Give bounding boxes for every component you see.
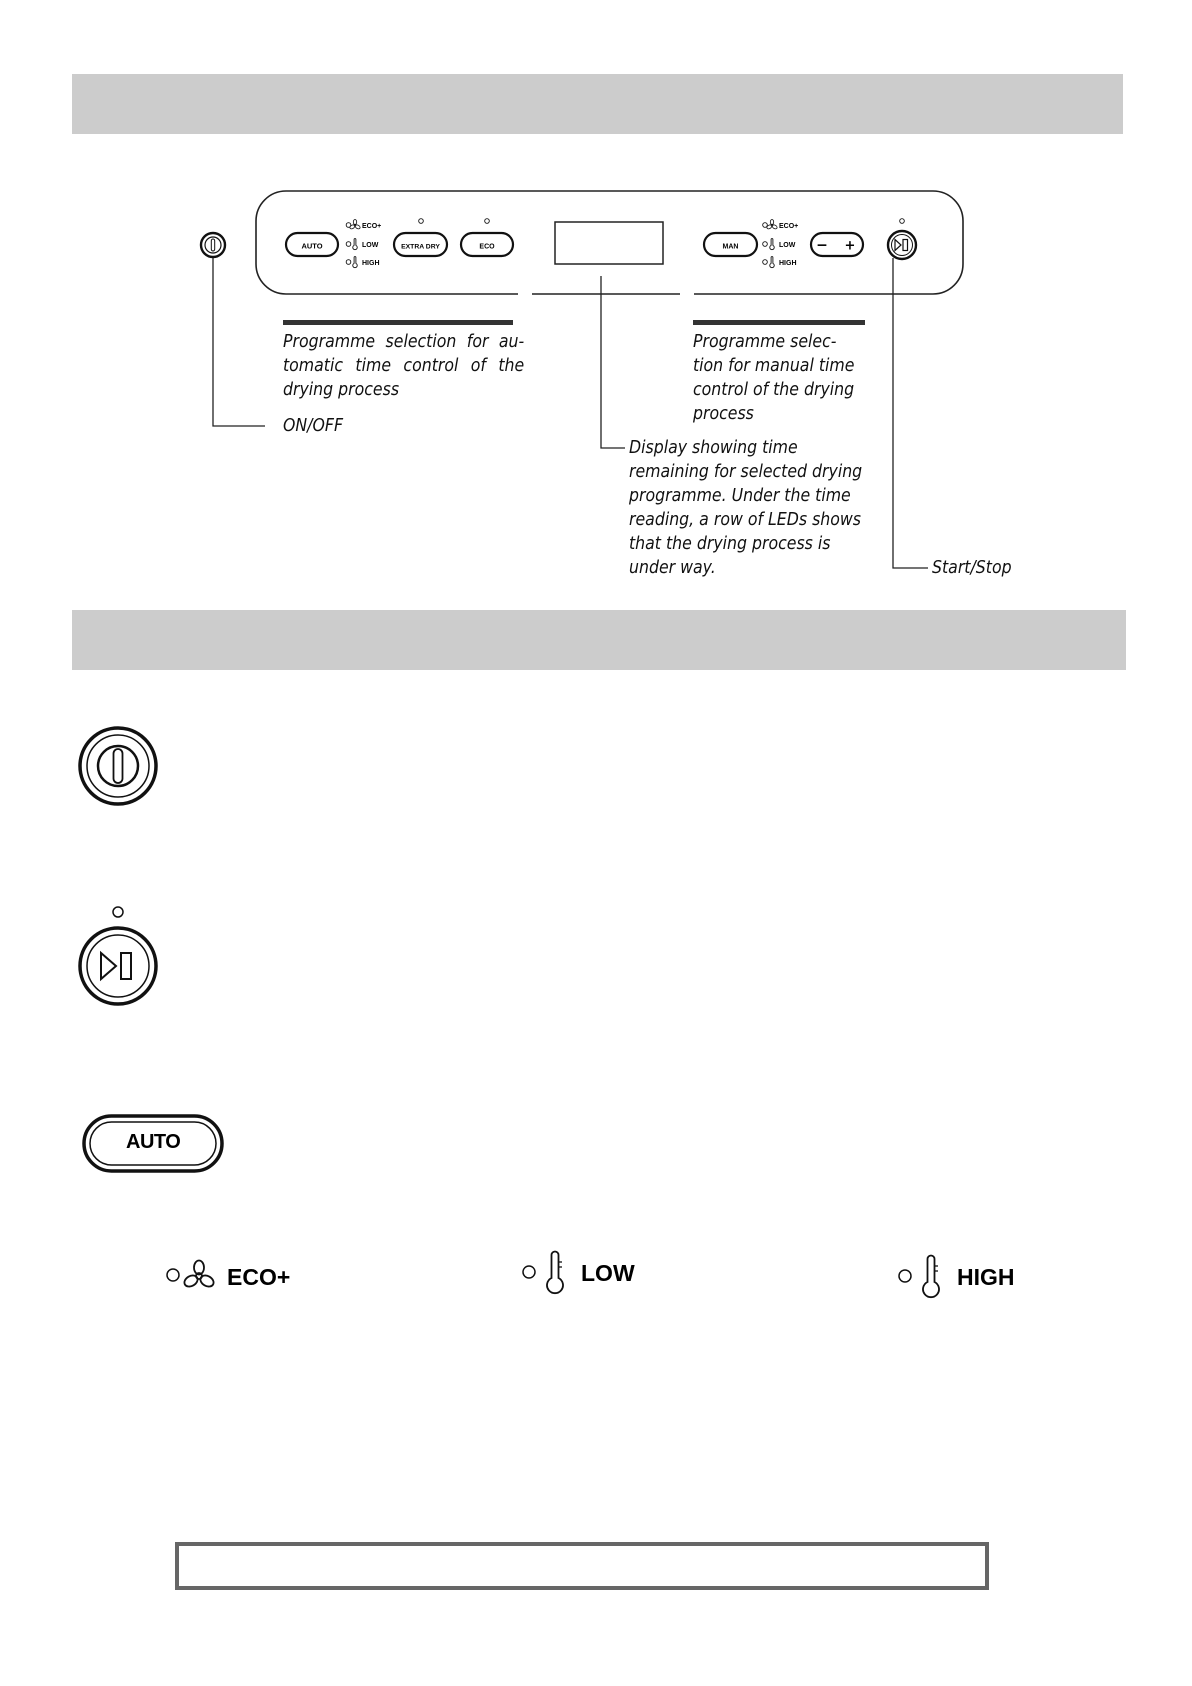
- thermometer-icon-small: [770, 257, 775, 268]
- eco-led: [485, 219, 490, 224]
- power-icon[interactable]: [201, 233, 225, 257]
- man-button[interactable]: [704, 233, 757, 256]
- on-off-caption: ON/OFF: [283, 416, 344, 436]
- control-panel-diagram: [0, 0, 1192, 620]
- low-led: [523, 1266, 535, 1278]
- play-pause-icon[interactable]: [888, 231, 916, 259]
- eco-button-label: ECO: [479, 243, 495, 251]
- low-label: LOW: [581, 1260, 635, 1286]
- eco-plus-label-small: ECO+: [362, 223, 382, 230]
- note-box: [175, 1542, 989, 1590]
- extra-dry-led: [419, 219, 424, 224]
- start-stop-led: [900, 219, 905, 224]
- start-stop-leader: [893, 258, 928, 568]
- man-button-label: MAN: [722, 243, 739, 251]
- time-display: [555, 222, 663, 264]
- thermometer-icon: [547, 1252, 563, 1294]
- start-stop-led-large: [113, 907, 123, 917]
- minus-plus-button[interactable]: [811, 233, 863, 256]
- fan-icon: [182, 1261, 215, 1289]
- auto-programme-caption: Programme selection for au-tomatic time control of the drying process: [283, 332, 525, 400]
- high-label-small: HIGH: [779, 260, 797, 267]
- manual-callout-bar: [693, 320, 865, 325]
- auto-button-large-label: AUTO: [126, 1131, 181, 1153]
- plus-symbol: +: [844, 238, 856, 254]
- extra-dry-button[interactable]: [394, 233, 447, 256]
- power-icon: [80, 728, 156, 804]
- eco-plus-label: ECO+: [227, 1264, 291, 1290]
- auto-button-label: AUTO: [301, 241, 323, 251]
- auto-button[interactable]: [286, 233, 338, 256]
- thermometer-icon-small: [353, 239, 358, 250]
- thermometer-icon-small: [353, 257, 358, 268]
- display-leader: [601, 276, 625, 448]
- on-off-leader: [213, 258, 265, 426]
- manual-indicators: [763, 220, 799, 268]
- display-caption: Display showing time remaining for selected drying programme. Under the time reading, a row of LEDs shows that the drying process is under way.: [629, 438, 863, 578]
- auto-indicators: [346, 220, 381, 268]
- auto-callout-bar: [283, 320, 513, 325]
- extra-dry-button-label: EXTRA DRY: [401, 243, 440, 251]
- low-label-small: LOW: [779, 242, 796, 249]
- thermometer-icon: [923, 1256, 939, 1298]
- start-stop-caption: Start/Stop: [932, 558, 1012, 578]
- fan-icon-small: [766, 220, 778, 230]
- eco-plus-label-small: ECO+: [779, 223, 799, 230]
- minus-symbol: −: [816, 237, 828, 254]
- low-label-small: LOW: [362, 242, 379, 249]
- high-led: [899, 1270, 911, 1282]
- eco-plus-led: [167, 1269, 179, 1281]
- high-label-small: HIGH: [362, 260, 380, 267]
- manual-programme-caption: Programme selec-tion for manual time control of the drying process: [693, 332, 855, 424]
- thermometer-icon-small: [770, 239, 775, 250]
- high-label: HIGH: [957, 1264, 1015, 1290]
- play-pause-icon: [80, 928, 156, 1004]
- eco-button[interactable]: [461, 233, 513, 256]
